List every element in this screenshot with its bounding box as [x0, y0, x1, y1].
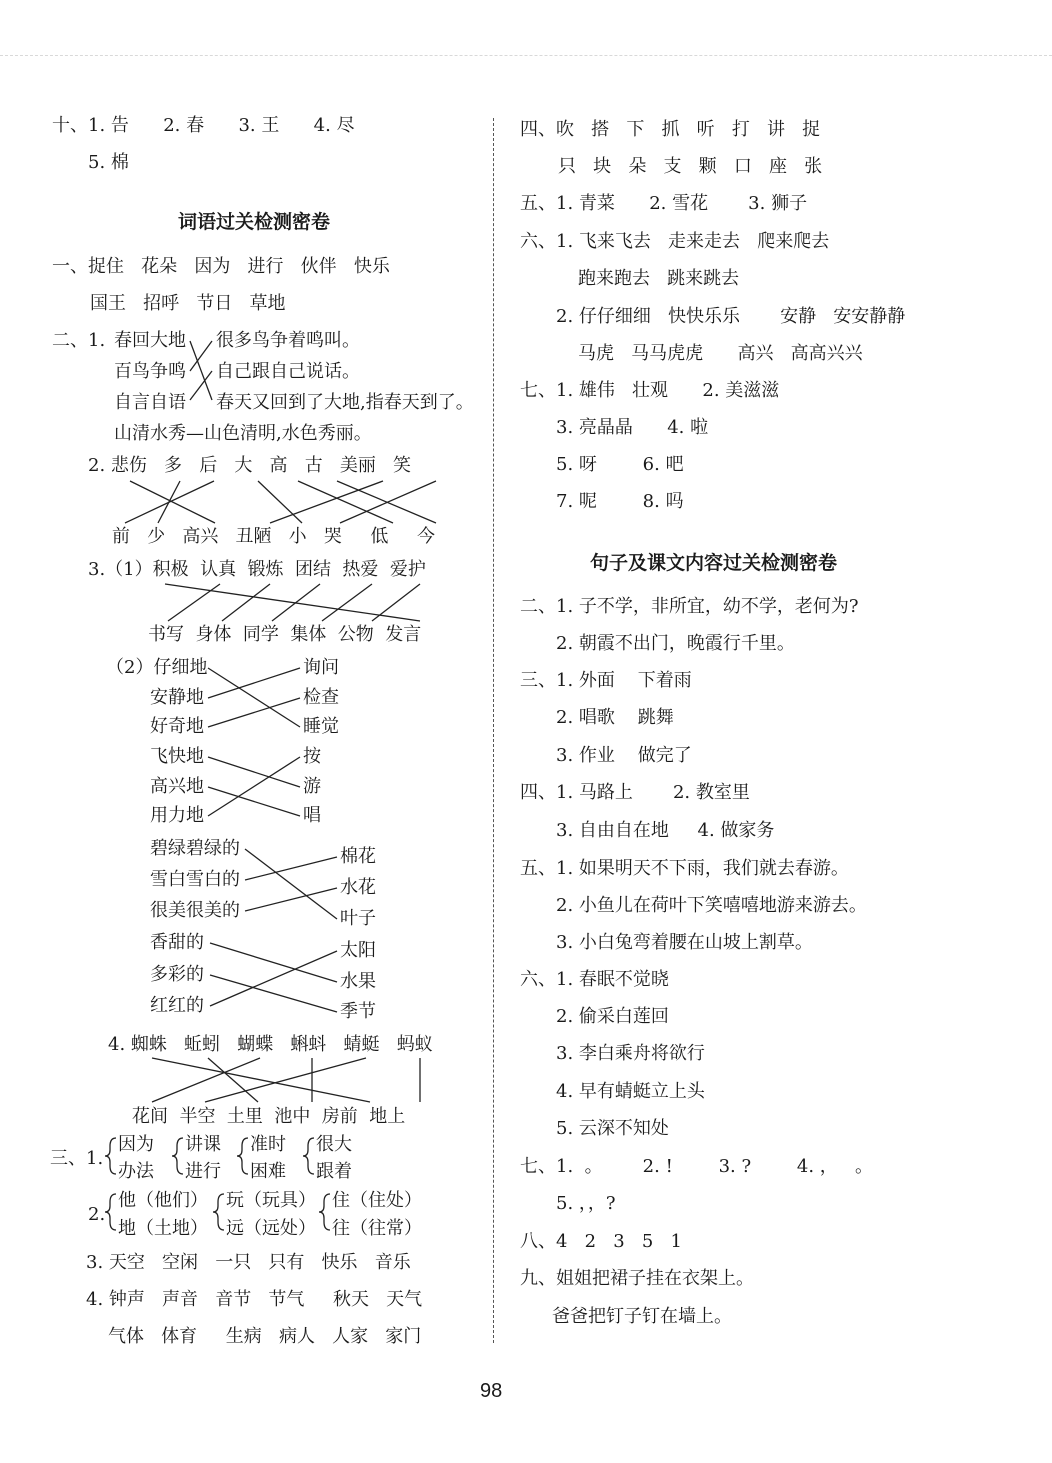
section-title-sentences: 句子及课文内容过关检测密卷 — [590, 552, 838, 574]
adj-left-6: 红红的 — [150, 995, 204, 1016]
adverb-left-5: 高兴地 — [150, 776, 204, 797]
right-s6-line4: 马虎 马马虎虎 高兴 高高兴兴 — [578, 343, 863, 364]
antonym-line-4 — [258, 481, 302, 523]
adj-right-3: 叶子 — [340, 908, 376, 929]
r4-line2: 3. 自由自在地 4. 做家务 — [556, 820, 775, 841]
pair-line-5 — [322, 584, 372, 621]
s3-3-line: 3. 天空 空闲 一只 只有 快乐 音乐 — [86, 1252, 411, 1273]
r6-line5: 5. 云深不知处 — [556, 1118, 669, 1139]
adj-line-4 — [210, 943, 337, 982]
s3-4-line2: 气体 体育 生病 病人 人家 家门 — [108, 1326, 422, 1347]
left-s1-line2: 国王 招呼 节日 草地 — [90, 293, 286, 314]
adj-right-4: 太阳 — [340, 940, 376, 961]
brace-7 — [319, 1194, 330, 1230]
insect-top: 4. 蜘蛛 蚯蚓 蝴蝶 蝌蚪 蜻蜓 蚂蚁 — [108, 1034, 433, 1055]
brace-5 — [105, 1194, 116, 1230]
brace-4 — [303, 1138, 314, 1174]
adj-line-6 — [210, 951, 337, 1006]
brace-2 — [172, 1138, 183, 1174]
r3-line1: 三、1. 外面 下着雨 — [520, 670, 692, 691]
idiom-left-3: 自言自语 — [114, 392, 186, 413]
adverb-left-6: 用力地 — [150, 805, 204, 826]
r2-line1: 二、1. 子不学，非所宜，幼不学，老何为? — [520, 596, 859, 617]
adverb-line-2 — [208, 668, 300, 698]
s3-1-g1-b: 办法 — [118, 1161, 154, 1182]
antonym-line-2 — [158, 481, 180, 523]
match-line-3 — [190, 371, 212, 400]
adverb-left-1: （2）仔细地 — [106, 657, 208, 678]
right-s7-line3: 5. 呀 6. 吧 — [556, 454, 684, 475]
right-s6-line3: 2. 仔仔细细 快快乐乐 安静 安安静静 — [556, 306, 906, 327]
adverb-right-6: 唱 — [303, 805, 321, 826]
adverb-right-2: 检查 — [303, 687, 339, 708]
r5-line2: 2. 小鱼儿在荷叶下笑嘻嘻地游来游去。 — [556, 895, 867, 916]
left-s2-1-label: 二、1. — [52, 330, 106, 351]
adj-left-1: 碧绿碧绿的 — [150, 838, 240, 859]
adverb-line-1 — [208, 668, 300, 727]
s3-2-g3-a: 住（住处） — [332, 1190, 422, 1211]
match-line-2 — [190, 341, 212, 371]
antonym-line-6 — [337, 481, 436, 523]
adj-line-3 — [245, 888, 337, 911]
pair-bottom: 书写 身体 同学 集体 公物 发言 — [148, 624, 422, 645]
r7-line2: 5. ，，? — [556, 1193, 616, 1214]
pair-line-4 — [272, 584, 320, 621]
r2-line2: 2. 朝霞不出门，晚霞行千里。 — [556, 633, 795, 654]
s3-2-g3-b: 往（往常） — [332, 1218, 422, 1239]
brace-6 — [213, 1194, 224, 1230]
pair-line-3 — [222, 584, 270, 621]
right-s4-line1: 四、吹 搭 下 抓 听 打 讲 捉 — [520, 119, 821, 140]
match-line-1 — [190, 341, 212, 400]
left-s10-line2: 5. 棉 — [88, 152, 129, 173]
right-s4-line2: 只 块 朵 支 颗 口 座 张 — [558, 156, 823, 177]
adverb-line-4 — [208, 757, 300, 787]
adverb-left-4: 飞快地 — [150, 746, 204, 767]
s3-1-label: 三、1. — [50, 1148, 104, 1169]
header-rule — [0, 55, 1052, 56]
r9-line2: 爸爸把钉子钉在墙上。 — [552, 1306, 732, 1327]
r5-line3: 3. 小白兔弯着腰在山坡上割草。 — [556, 932, 813, 953]
adverb-right-3: 睡觉 — [303, 716, 339, 737]
s3-2-g1-b: 地（土地） — [118, 1218, 208, 1239]
right-s5: 五、1. 青菜 2. 雪花 3. 狮子 — [520, 193, 808, 214]
left-s10-line1: 十、1. 告 2. 春 3. 王 4. 尽 — [52, 115, 355, 136]
adverb-line-5 — [208, 787, 300, 816]
right-s6-line2: 跑来跑去 跳来跳去 — [578, 268, 740, 289]
s3-2-g1-a: 他（他们） — [118, 1190, 208, 1211]
idiom-right-1: 很多鸟争着鸣叫。 — [216, 330, 360, 351]
s3-1-g2-b: 进行 — [185, 1161, 221, 1182]
s3-1-g1-a: 因为 — [118, 1134, 154, 1155]
s3-1-g4-b: 跟着 — [316, 1161, 352, 1182]
s3-1-g3-a: 准时 — [250, 1134, 286, 1155]
pair-line-2 — [168, 584, 220, 621]
idiom-right-3: 春天又回到了大地,指春天到了。 — [216, 392, 474, 413]
pair-line-6 — [372, 584, 420, 621]
r6-line4: 4. 早有蜻蜓立上头 — [556, 1081, 705, 1102]
adverb-right-5: 游 — [303, 776, 321, 797]
s3-1-g4-a: 很大 — [316, 1134, 352, 1155]
r9-line1: 九、姐姐把裙子挂在衣架上。 — [520, 1268, 754, 1289]
insect-line-5 — [205, 1058, 366, 1102]
antonym-line-3 — [125, 481, 214, 523]
insect-line-3 — [152, 1058, 260, 1102]
idiom-left-1: 春回大地 — [114, 330, 186, 351]
r8-line: 八、4 2 3 5 1 — [520, 1231, 682, 1252]
adverb-right-1: 询问 — [303, 657, 339, 678]
adj-left-5: 多彩的 — [150, 964, 204, 985]
insect-bottom: 花间 半空 土里 池中 房前 地上 — [132, 1106, 406, 1127]
adverb-right-4: 按 — [303, 746, 321, 767]
r3-line3: 3. 作业 做完了 — [556, 745, 692, 766]
adverb-line-3 — [208, 698, 300, 727]
idiom-right-2: 自己跟自己说话。 — [216, 361, 360, 382]
antonym-line-7 — [270, 481, 383, 523]
adverb-left-3: 好奇地 — [150, 716, 204, 737]
pair-line-1 — [165, 584, 420, 621]
adj-left-2: 雪白雪白的 — [150, 869, 240, 890]
s3-4-line1: 4. 钟声 声音 音节 节气 秋天 天气 — [86, 1289, 423, 1310]
s3-2-label: 2. — [88, 1204, 106, 1225]
adj-right-5: 水果 — [340, 971, 376, 992]
adverb-line-6 — [208, 757, 300, 816]
adverb-left-2: 安静地 — [150, 687, 204, 708]
column-divider — [493, 118, 494, 1343]
adj-left-3: 很美很美的 — [150, 900, 240, 921]
r6-line2: 2. 偷采白莲回 — [556, 1006, 669, 1027]
r6-line3: 3. 李白乘舟将欲行 — [556, 1043, 705, 1064]
adj-right-2: 水花 — [340, 877, 376, 898]
brace-1 — [105, 1138, 116, 1174]
brace-3 — [237, 1138, 248, 1174]
r4-line1: 四、1. 马路上 2. 教室里 — [520, 782, 750, 803]
s3-1-g2-a: 讲课 — [185, 1134, 221, 1155]
antonym-bottom: 前 少 高兴 丑陋 小 哭 低 今 — [112, 526, 436, 547]
adj-right-6: 季节 — [340, 1001, 376, 1022]
section-title-words: 词语过关检测密卷 — [178, 211, 331, 233]
r3-line2: 2. 唱歌 跳舞 — [556, 707, 674, 728]
adj-line-1 — [245, 849, 337, 919]
right-s7-line4: 7. 呢 8. 吗 — [556, 491, 684, 512]
antonym-line-5 — [298, 481, 393, 523]
r6-line1: 六、1. 春眠不觉晓 — [520, 969, 669, 990]
s3-1-g3-b: 困难 — [250, 1161, 286, 1182]
adj-left-4: 香甜的 — [150, 932, 204, 953]
pair-top: 3.（1）积极 认真 锻炼 团结 热爱 爱护 — [88, 559, 426, 580]
insect-line-2 — [208, 1058, 258, 1102]
adj-line-2 — [245, 857, 337, 880]
adj-line-5 — [210, 975, 337, 1012]
idiom-left-2: 百鸟争鸣 — [114, 361, 186, 382]
antonym-line-8 — [340, 481, 436, 523]
s3-2-g2-a: 玩（玩具） — [226, 1190, 316, 1211]
left-s1-line1: 一、捉住 花朵 因为 进行 伙伴 快乐 — [52, 256, 390, 277]
s3-2-g2-b: 远（远处） — [226, 1218, 316, 1239]
right-s7-line1: 七、1. 雄伟 壮观 2. 美滋滋 — [520, 380, 780, 401]
right-s6-line1: 六、1. 飞来飞去 走来走去 爬来爬去 — [520, 231, 830, 252]
r7-line1: 七、1. 。 2. ! 3. ? 4. ， 。 — [520, 1156, 873, 1177]
right-s7-line2: 3. 亮晶晶 4. 啦 — [556, 417, 709, 438]
page-number: 98 — [480, 1380, 503, 1402]
r5-line1: 五、1. 如果明天不下雨，我们就去春游。 — [520, 858, 849, 879]
adj-right-1: 棉花 — [340, 846, 376, 867]
idiom-extra: 山清水秀—山色清明,水色秀丽。 — [114, 423, 372, 444]
insect-line-1 — [152, 1058, 370, 1102]
antonym-line-1 — [130, 481, 215, 523]
antonym-top: 2. 悲伤 多 后 大 高 古 美丽 笑 — [88, 455, 412, 476]
